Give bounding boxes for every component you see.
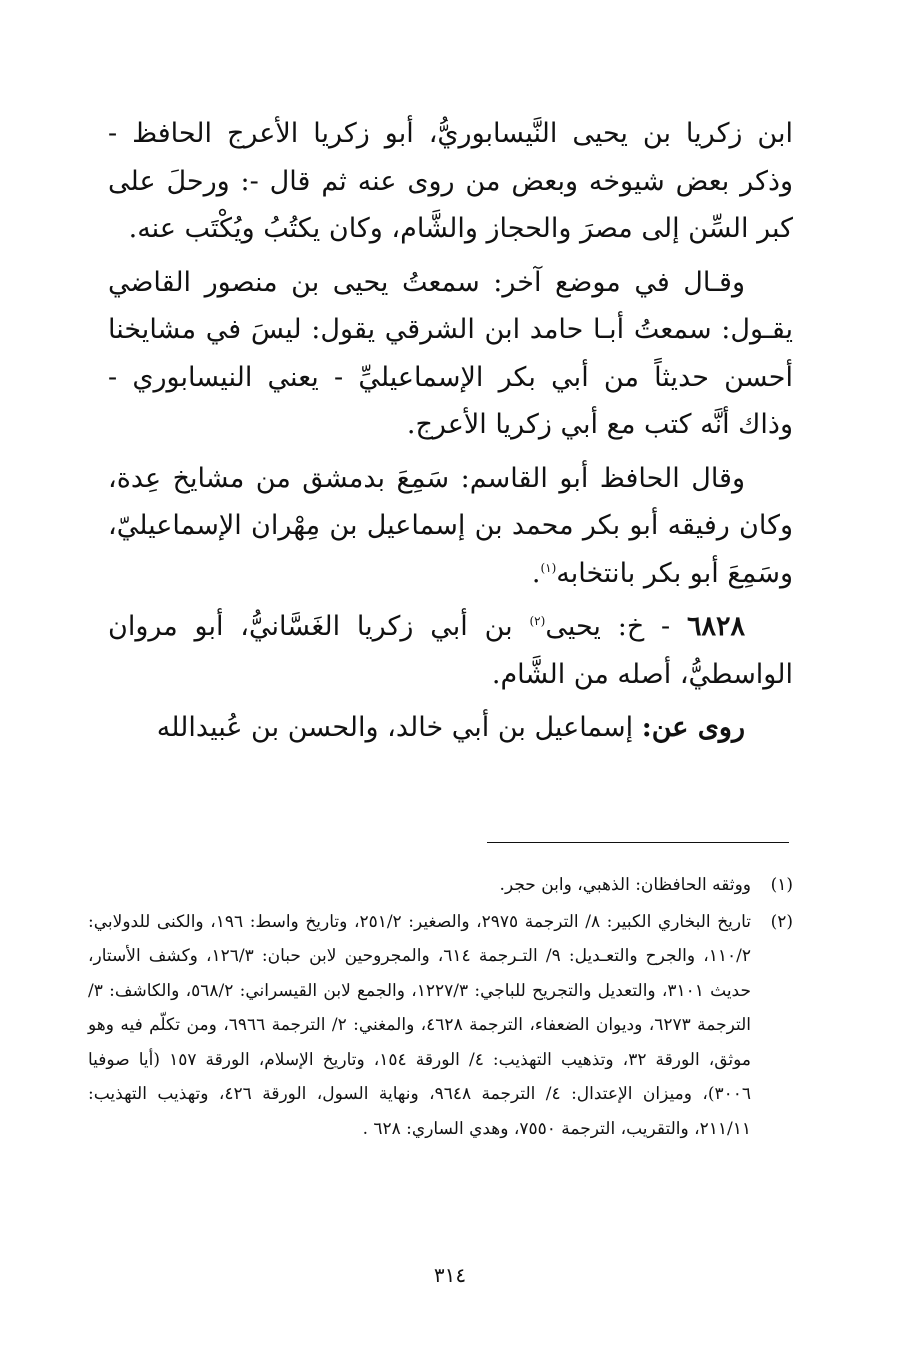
footnote-1-text: ووثقه الحافظان: الذهبي، وابن حجر. <box>499 875 751 895</box>
paragraph-1: ابن زكريا بن يحيى النَّيسابوريُّ، أبو زكريا الأعرج الحافظ - وذكر بعض شيوخه وبعض من روى عنه ثم قال -: ورحلَ على كبر السِّن إلى مصرَ والحجاز والشَّام، وكان يكتُبُ ويُكْتَب عنه. <box>108 118 793 244</box>
footnotes <box>88 868 793 1148</box>
footnote-ref-2: (٢) <box>529 614 546 628</box>
footnote-divider <box>487 842 789 843</box>
narrated-from <box>108 704 793 752</box>
main-text <box>108 110 793 758</box>
paragraph-3-end: . <box>531 557 541 589</box>
paragraph-2: وقـال في موضع آخر: سمعتُ يحيى بن منصور القاضي يقـول: سمعتُ أبـا حامد ابن الشرقي يقول: ليسَ في مشايخنا أحسن حديثاً من أبي بكر الإسماعيليِّ - يعني النيسابوري - وذاك أنَّه كتب مع أبي زكريا الأعرج. <box>108 266 793 440</box>
footnote-ref-1: (١) <box>540 560 557 575</box>
narrated-from-label: روى عن: <box>641 712 745 743</box>
footnote-2 <box>88 905 793 1147</box>
narrated-from-text: إسماعيل بن أبي خالد، والحسن بن عُبيدالله <box>156 712 642 743</box>
paragraph-3 <box>108 455 793 598</box>
entry-heading <box>108 603 793 698</box>
entry-text-part2: بن أبي زكريا الغَسَّانيُّ، أبو مروان الواسطيُّ، أصله من الشَّام. <box>108 611 793 690</box>
footnote-2-number: (٢) <box>770 911 793 932</box>
entry-number: ٦٨٢٨ <box>687 611 746 642</box>
entry-text-part1: - خ: يحيى <box>545 611 687 642</box>
footnote-2-text: تاريخ البخاري الكبير: ٨/ الترجمة ٢٩٧٥، والصغير: ٢٥١/٢، وتاريخ واسط: ١٩٦، والكنى للدولابي: ١١٠/٢، والجرح والتعـديل: ٩/ التـرجمة ٦١٤، والمجروحين لابن حبان: ١٢٦/٣، وكشف الأستار، حديث ٣١٠١، والتعديل والتجريح للباجي: ١٢٢٧/٣، والجمع لابن القيسراني: ٥٦٨/٢، والكاشف: ٣/ الترجمة ٦٢٧٣، وديوان الضعفاء، الترجمة ٤٦٢٨، والمغني: ٢/ الترجمة ٦٩٦٦، ومن تكلّم فيه وهو موثق، الورقة ٣٢، وتذهيب التهذيب: ٤/ الورقة ١٥٤، وتاريخ الإسلام، الورقة ١٥٧ (أيا صوفيا ٣٠٠٦)، وميزان الإعتدال: ٤/ الترجمة ٩٦٤٨، ونهاية السول، الورقة ٤٢٦، وتهذيب التهذيب: ٢١١/١١، والتقريب، الترجمة ٧٥٥٠، وهدي الساري: ٦٢٨ . <box>88 911 752 1139</box>
footnote-1-number: (١) <box>770 875 793 895</box>
paragraph-3-text: وقال الحافظ أبو القاسم: سَمِعَ بدمشق من مشايخ عِدة، وكان رفيقه أبو بكر محمد بن إسماعيل بن مِهْران الإسماعيليّ، وسَمِعَ أبو بكر بانتخابه <box>108 462 793 589</box>
page-number: ٣١٤ <box>433 1263 467 1287</box>
footnote-1 <box>88 868 793 903</box>
